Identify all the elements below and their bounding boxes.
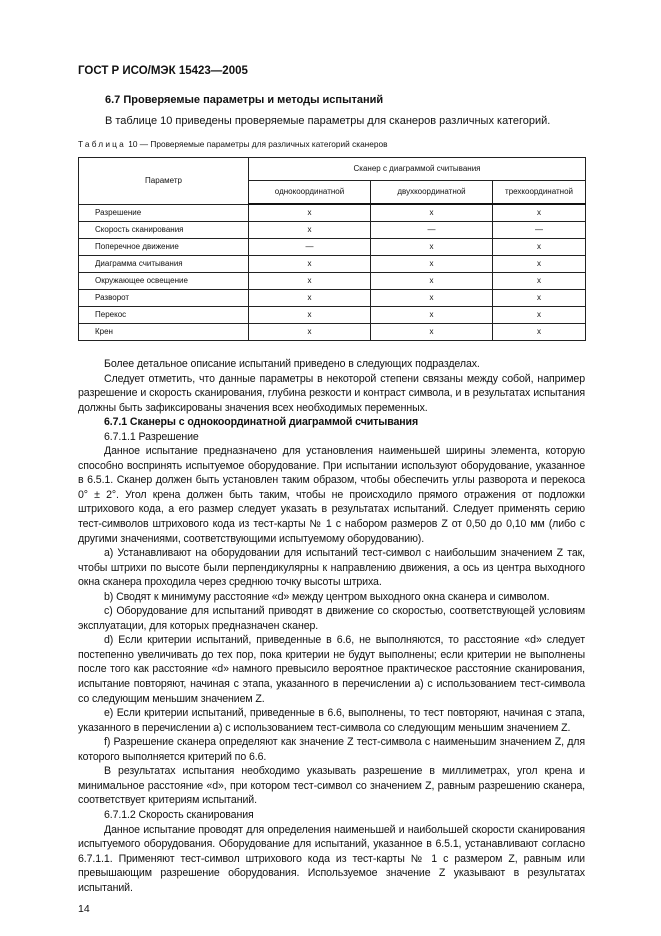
table-caption-text: 10 — Проверяемые параметры для различных категорий сканеров bbox=[125, 139, 388, 149]
paragraph: a) Устанавливают на оборудовании для испытаний тест-символ с наибольшим значением Z так, чтобы штрихи по высоте были перпендикулярны к направлению движения, а ось из центра выходного окна сканера проходила через среднюю точку высоты штриха. bbox=[78, 547, 585, 589]
param-cell: x bbox=[371, 239, 493, 256]
paragraph: c) Оборудование для испытаний приводят в движение со скоростью, соответствующей условиям эксплуатации, для которых предназначен сканер. bbox=[78, 605, 585, 632]
intro-text: В таблице 10 приведены проверяемые параметры для сканеров различных категорий. bbox=[105, 115, 551, 127]
document-header: ГОСТ Р ИСО/МЭК 15423—2005 bbox=[78, 65, 248, 77]
param-cell: x bbox=[371, 273, 493, 290]
paragraph: f) Разрешение сканера определяют как значение Z тест-символа с наименьшим значением Z, для которого выполняется критерий по 6.6. bbox=[78, 736, 585, 763]
param-name: Перекос bbox=[79, 307, 249, 324]
param-cell: x bbox=[493, 273, 586, 290]
param-name: Крен bbox=[79, 324, 249, 341]
paragraph: 6.7.1.1 Разрешение bbox=[104, 430, 199, 443]
param-name: Разрешение bbox=[79, 204, 249, 222]
table-row bbox=[79, 222, 586, 239]
param-name: Окружающее освещение bbox=[79, 273, 249, 290]
column-header: трехкоординатной bbox=[493, 181, 586, 205]
param-cell: x bbox=[249, 273, 371, 290]
param-cell: x bbox=[249, 256, 371, 273]
paragraph: Данное испытание проводят для определения наименьшей и наибольшей скорости сканирования испытуемого оборудования. Оборудование для испытаний, указанное в 6.5.1, устанавливают согласно 6.7.1.1. Применяют тест-символ штрихового кода из тест-карты № 1 с размером Z, равным или превышающим разрешение оборудования. Используемое значение Z указывают в результатах испытаний. bbox=[78, 823, 585, 894]
param-cell: x bbox=[493, 256, 586, 273]
param-header: Параметр bbox=[79, 158, 249, 205]
group-header: Сканер с диаграммой считывания bbox=[249, 158, 586, 181]
param-cell: x bbox=[371, 256, 493, 273]
paragraph: 6.7.1.2 Скорость сканирования bbox=[104, 808, 254, 821]
param-cell: x bbox=[249, 222, 371, 239]
param-cell: — bbox=[493, 222, 586, 239]
param-cell: x bbox=[249, 204, 371, 222]
paragraph: b) Сводят к минимуму расстояние «d» между центром выходного окна сканера и символом. bbox=[104, 590, 550, 603]
param-cell: — bbox=[249, 239, 371, 256]
param-cell: x bbox=[371, 290, 493, 307]
param-cell: x bbox=[493, 204, 586, 222]
param-cell: x bbox=[249, 324, 371, 341]
table-row bbox=[79, 204, 586, 222]
param-name: Поперечное движение bbox=[79, 239, 249, 256]
section-title: 6.7 Проверяемые параметры и методы испытаний bbox=[105, 94, 384, 106]
body-text bbox=[78, 357, 585, 895]
param-name: Разворот bbox=[79, 290, 249, 307]
table-row bbox=[79, 324, 586, 341]
table-row bbox=[79, 256, 586, 273]
param-cell: — bbox=[371, 222, 493, 239]
param-cell: x bbox=[493, 307, 586, 324]
subsection-heading: 6.7.1 Сканеры с однокоординатной диаграммой считывания bbox=[104, 416, 419, 429]
document-page bbox=[78, 0, 585, 936]
paragraph: d) Если критерии испытаний, приведенные в 6.6, не выполняются, то расстояние «d» следует постепенно увеличивать до тех пор, пока критерии не будут выполнены; если критерии не выполнены после того как расстояние «d» намного превысило вероятное практическое расстояние сканирования, испытание повторяют, начиная с этапа, указанного в перечислении a) с использованием тест-символа со следующим меньшим значением Z. bbox=[78, 634, 585, 705]
table-row bbox=[79, 273, 586, 290]
table-row bbox=[79, 307, 586, 324]
paragraph: Более детальное описание испытаний приведено в следующих подразделах. bbox=[104, 358, 480, 370]
table-caption bbox=[78, 139, 585, 150]
param-cell: x bbox=[493, 324, 586, 341]
page-number: 14 bbox=[78, 903, 90, 916]
param-cell: x bbox=[249, 290, 371, 307]
table-caption-label: Таблица bbox=[78, 139, 126, 149]
table-row bbox=[79, 290, 586, 307]
column-header: двухкоординатной bbox=[371, 181, 493, 205]
param-cell: x bbox=[493, 290, 586, 307]
parameters-table bbox=[78, 157, 586, 341]
param-cell: x bbox=[249, 307, 371, 324]
param-cell: x bbox=[371, 324, 493, 341]
param-cell: x bbox=[493, 239, 586, 256]
paragraph: Данное испытание предназначено для установления наименьшей ширины элемента, которую способно воспринять испытуемое оборудование. При испытании используют оборудование, указанное в 6.5.1. Сканер должен быть установлен таким образом, чтобы обеспечить углы разворота и перекоса 0° ± 2°. Угол крена должен быть таким, чтобы не происходило прямого отражения от подложки штрихового кода, а его размер следует указать в результатах испытаний. Следует применять серию тест-символов штрихового кода из тест-карты № 1 с набором размеров Z от 0,50 до 0,10 мм (либо с другими значениями, соответствующими испытуемому оборудованию). bbox=[78, 445, 585, 545]
paragraph: Следует отметить, что данные параметры в некоторой степени связаны между собой, например разрешение и скорость сканирования, глубина резкости и контраст символа, и в результатах испытания должны быть зафиксированы значения всех необходимых переменных. bbox=[78, 372, 585, 414]
table-row bbox=[79, 239, 586, 256]
param-name: Диаграмма считывания bbox=[79, 256, 249, 273]
column-header: однокоординатной bbox=[249, 181, 371, 205]
paragraph: В результатах испытания необходимо указывать разрешение в миллиметрах, угол крена и минимальное расстояние «d», при котором тест-символ со значением Z, равным разрешению сканера, соответствует критериям испытаний. bbox=[78, 765, 585, 807]
param-cell: x bbox=[371, 204, 493, 222]
param-name: Скорость сканирования bbox=[79, 222, 249, 239]
param-cell: x bbox=[371, 307, 493, 324]
paragraph: e) Если критерии испытаний, приведенные в 6.6, выполнены, то тест повторяют, начиная с этапа, указанного в перечислении a) с использованием тест-символа со следующим меньшим значением Z. bbox=[78, 707, 585, 734]
